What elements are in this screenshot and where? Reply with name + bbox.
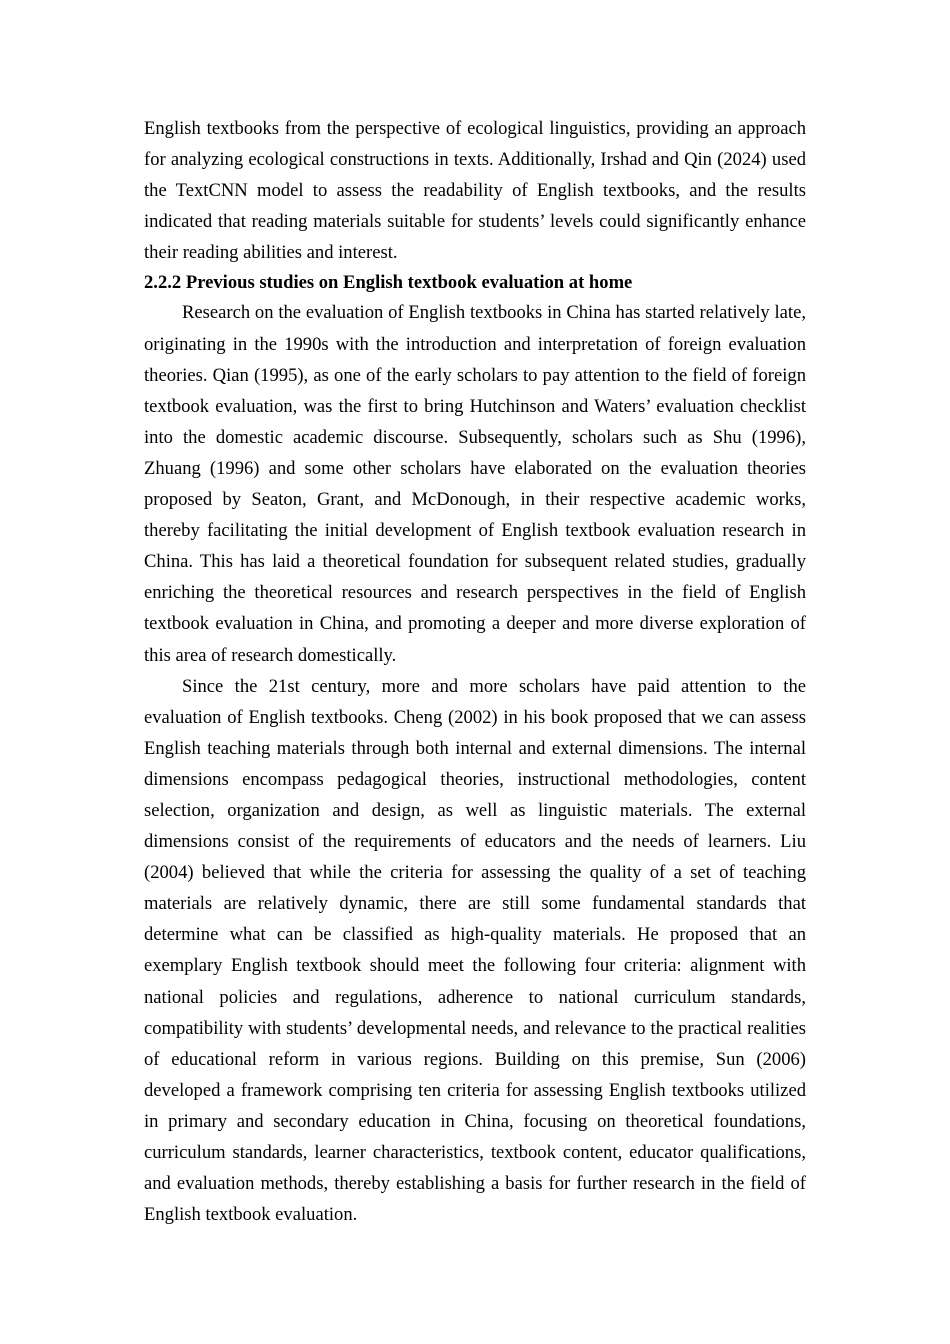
body-paragraph-1: Research on the evaluation of English textbooks in China has started relatively late, originating in the 1990s with the introduction and interpretation of foreign evaluation theories. Qian (1995), as one of the early scholars to pay attention to the field of foreign textbook evaluation, was the first to bring Hutchinson and Waters’ evaluation checklist into the domestic academic discourse. Subsequently, scholars such as Shu (1996), Zhuang (1996) and some other scholars have elaborated on the evaluation theories proposed by Seaton, Grant, and McDonough, in their respective academic works, thereby facilitating the initial development of English textbook evaluation research in China. This has laid a theoretical foundation for subsequent related studies, gradually enriching the theoretical resources and research perspectives in the field of English textbook evaluation in China, and promoting a deeper and more diverse exploration of this area of research domestically. xyxy=(144,302,806,666)
body-paragraph-2: Since the 21st century, more and more scholars have paid attention to the evaluation of English textbooks. Cheng (2002) in his book proposed that we can assess English teaching materials through both internal and external dimensions. The internal dimensions encompass pedagogical theories, instructional methodologies, content selection, organization and design, as well as linguistic materials. The external dimensions consist of the requirements of educators and the needs of learners. Liu (2004) believed that while the criteria for assessing the quality of a set of teaching materials are relatively dynamic, there are still some fundamental standards that determine what can be classified as high-quality materials. He proposed that an exemplary English textbook should meet the following four criteria: alignment with national policies and regulations, adherence to national curriculum standards, compatibility with students’ developmental needs, and relevance to the practical realities of educational reform in various regions. Building on this premise, Sun (2006) developed a framework comprising ten criteria for assessing English textbooks utilized in primary and secondary education in China, focusing on theoretical foundations, curriculum standards, learner characteristics, textbook content, educator qualifications, and evaluation methods, thereby establishing a basis for further research in the field of English textbook evaluation. xyxy=(144,675,806,1226)
document-page xyxy=(144,113,806,1230)
section-heading: 2.2.2 Previous studies on English textbook evaluation at home xyxy=(144,272,633,294)
continued-paragraph: English textbooks from the perspective of ecological linguistics, providing an approach for analyzing ecological constructions in texts. Additionally, Irshad and Qin (2024) used the TextCNN model to assess the readability of English textbooks, and the results indicated that reading materials suitable for students’ levels could significantly enhance their reading abilities and interest. xyxy=(144,118,806,264)
